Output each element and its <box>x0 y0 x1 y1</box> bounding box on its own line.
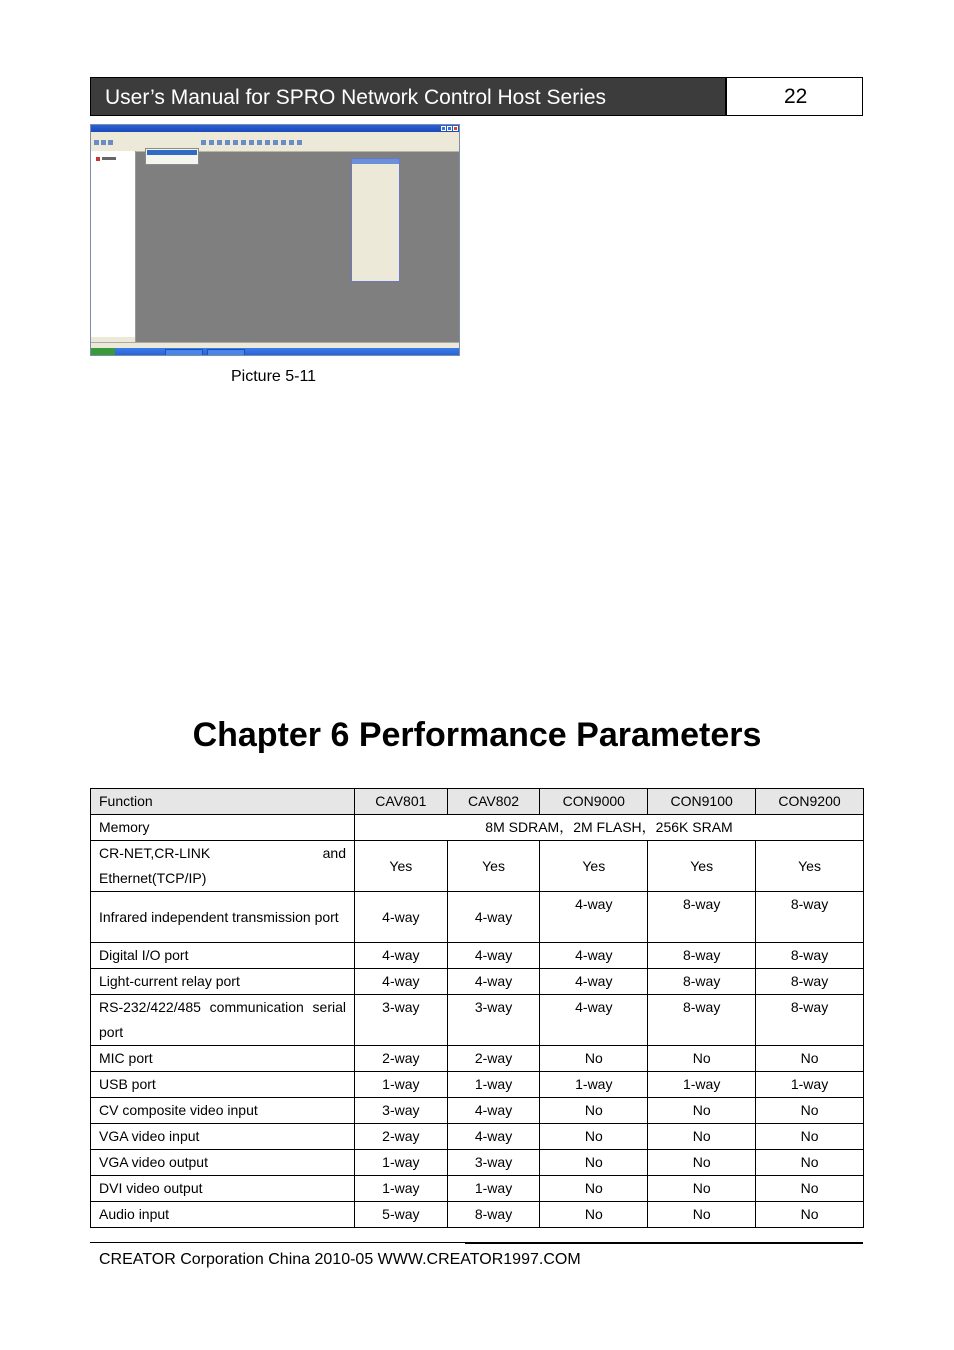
table-cell: No <box>756 1046 864 1072</box>
table-cell: No <box>540 1046 648 1072</box>
table-cell: 4-way <box>447 969 540 995</box>
footer-divider-accent <box>465 1242 863 1244</box>
column-header: CAV801 <box>355 789 448 815</box>
table-cell: No <box>648 1202 756 1228</box>
table-row <box>91 815 864 841</box>
table-row <box>91 943 864 969</box>
table-cell: 8-way <box>756 943 864 969</box>
row-label: DVI video output <box>91 1176 355 1202</box>
table-cell: 8-way <box>648 995 756 1046</box>
row-label: RS-232/422/485 communication serial port <box>91 995 355 1046</box>
table-cell: 4-way <box>540 969 648 995</box>
screenshot-figure <box>90 124 460 356</box>
table-cell: No <box>756 1098 864 1124</box>
table-row <box>91 892 864 943</box>
table-cell: Yes <box>355 841 448 892</box>
table-cell: 2-way <box>355 1046 448 1072</box>
table-row <box>91 1176 864 1202</box>
table-cell: 1-way <box>355 1176 448 1202</box>
table-cell: 8-way <box>756 969 864 995</box>
table-cell: 8-way <box>756 995 864 1046</box>
column-header: CAV802 <box>447 789 540 815</box>
context-menu <box>145 148 199 165</box>
table-cell: 3-way <box>447 995 540 1046</box>
row-label: VGA video output <box>91 1150 355 1176</box>
tree-node-label <box>102 157 116 160</box>
column-header: CON9100 <box>648 789 756 815</box>
manual-title: User’s Manual for SPRO Network Control Host Series <box>90 77 726 116</box>
page-footer: CREATOR Corporation China 2010-05 WWW.CREATOR1997.COM <box>99 1251 581 1268</box>
table-cell: 5-way <box>355 1202 448 1228</box>
table-cell: 4-way <box>540 892 648 943</box>
os-taskbar <box>91 348 459 356</box>
table-cell: 3-way <box>447 1150 540 1176</box>
column-header: Function <box>91 789 355 815</box>
table-row <box>91 1098 864 1124</box>
table-cell: No <box>648 1150 756 1176</box>
table-cell: 8-way <box>648 969 756 995</box>
table-cell: 1-way <box>648 1072 756 1098</box>
tree-node-icon <box>96 157 100 161</box>
table-cell: 3-way <box>355 995 448 1046</box>
table-cell: 3-way <box>355 1098 448 1124</box>
project-tree-pane <box>91 151 136 347</box>
close-icon <box>453 126 458 131</box>
taskbar-item <box>165 349 203 356</box>
table-cell: 2-way <box>355 1124 448 1150</box>
table-header-row <box>91 789 864 815</box>
row-label: Light-current relay port <box>91 969 355 995</box>
maximize-icon <box>447 126 452 131</box>
table-row <box>91 1202 864 1228</box>
table-cell: No <box>648 1098 756 1124</box>
table-cell: No <box>540 1124 648 1150</box>
table-cell: Yes <box>447 841 540 892</box>
table-cell: No <box>648 1046 756 1072</box>
start-button <box>91 348 115 356</box>
table-cell: 4-way <box>540 943 648 969</box>
table-cell: 8-way <box>447 1202 540 1228</box>
table-row <box>91 1072 864 1098</box>
table-cell: Yes <box>540 841 648 892</box>
table-cell: No <box>756 1176 864 1202</box>
table-cell: No <box>540 1202 648 1228</box>
table-row <box>91 841 864 892</box>
table-cell: No <box>540 1150 648 1176</box>
table-cell: 4-way <box>355 943 448 969</box>
table-cell: 4-way <box>355 969 448 995</box>
performance-table <box>90 788 864 1228</box>
table-cell: Yes <box>756 841 864 892</box>
table-cell: 2-way <box>447 1046 540 1072</box>
row-label: USB port <box>91 1072 355 1098</box>
table-cell: 4-way <box>447 892 540 943</box>
table-cell: 1-way <box>756 1072 864 1098</box>
table-cell: No <box>648 1124 756 1150</box>
table-cell: 4-way <box>447 943 540 969</box>
table-cell: 1-way <box>355 1150 448 1176</box>
table-cell: No <box>756 1150 864 1176</box>
figure-caption: Picture 5-11 <box>231 368 317 385</box>
chapter-title: Chapter 6 Performance Parameters <box>192 716 762 754</box>
page-number: 22 <box>726 77 863 116</box>
column-header: CON9200 <box>756 789 864 815</box>
table-row <box>91 969 864 995</box>
table-row <box>91 995 864 1046</box>
table-cell: No <box>540 1176 648 1202</box>
table-cell: 4-way <box>447 1098 540 1124</box>
table-cell: 8-way <box>756 892 864 943</box>
row-label: Audio input <box>91 1202 355 1228</box>
column-header: CON9000 <box>540 789 648 815</box>
table-cell: No <box>648 1176 756 1202</box>
table-cell: 8-way <box>648 943 756 969</box>
table-cell: 4-way <box>447 1124 540 1150</box>
taskbar-item <box>207 349 245 356</box>
page-header <box>90 77 863 116</box>
table-cell: 1-way <box>540 1072 648 1098</box>
row-label: Memory <box>91 815 355 841</box>
table-cell: 4-way <box>540 995 648 1046</box>
table-row <box>91 1124 864 1150</box>
table-row <box>91 1046 864 1072</box>
row-label: CV composite video input <box>91 1098 355 1124</box>
minimize-icon <box>441 126 446 131</box>
row-label: Infrared independent transmission port <box>91 892 355 943</box>
row-label: VGA video input <box>91 1124 355 1150</box>
table-cell: 1-way <box>447 1072 540 1098</box>
table-cell: Yes <box>648 841 756 892</box>
table-cell: No <box>756 1124 864 1150</box>
floating-panel <box>351 158 400 282</box>
table-cell: No <box>756 1202 864 1228</box>
table-cell: 8-way <box>648 892 756 943</box>
memory-value: 8M SDRAM，2M FLASH，256K SRAM <box>355 815 864 841</box>
table-cell: 4-way <box>355 892 448 943</box>
row-label: CR-NET,CR-LINK and Ethernet(TCP/IP) <box>91 841 355 892</box>
table-cell: No <box>540 1098 648 1124</box>
row-label: MIC port <box>91 1046 355 1072</box>
table-cell: 1-way <box>355 1072 448 1098</box>
window-titlebar <box>91 125 459 132</box>
row-label: Digital I/O port <box>91 943 355 969</box>
table-cell: 1-way <box>447 1176 540 1202</box>
table-row <box>91 1150 864 1176</box>
